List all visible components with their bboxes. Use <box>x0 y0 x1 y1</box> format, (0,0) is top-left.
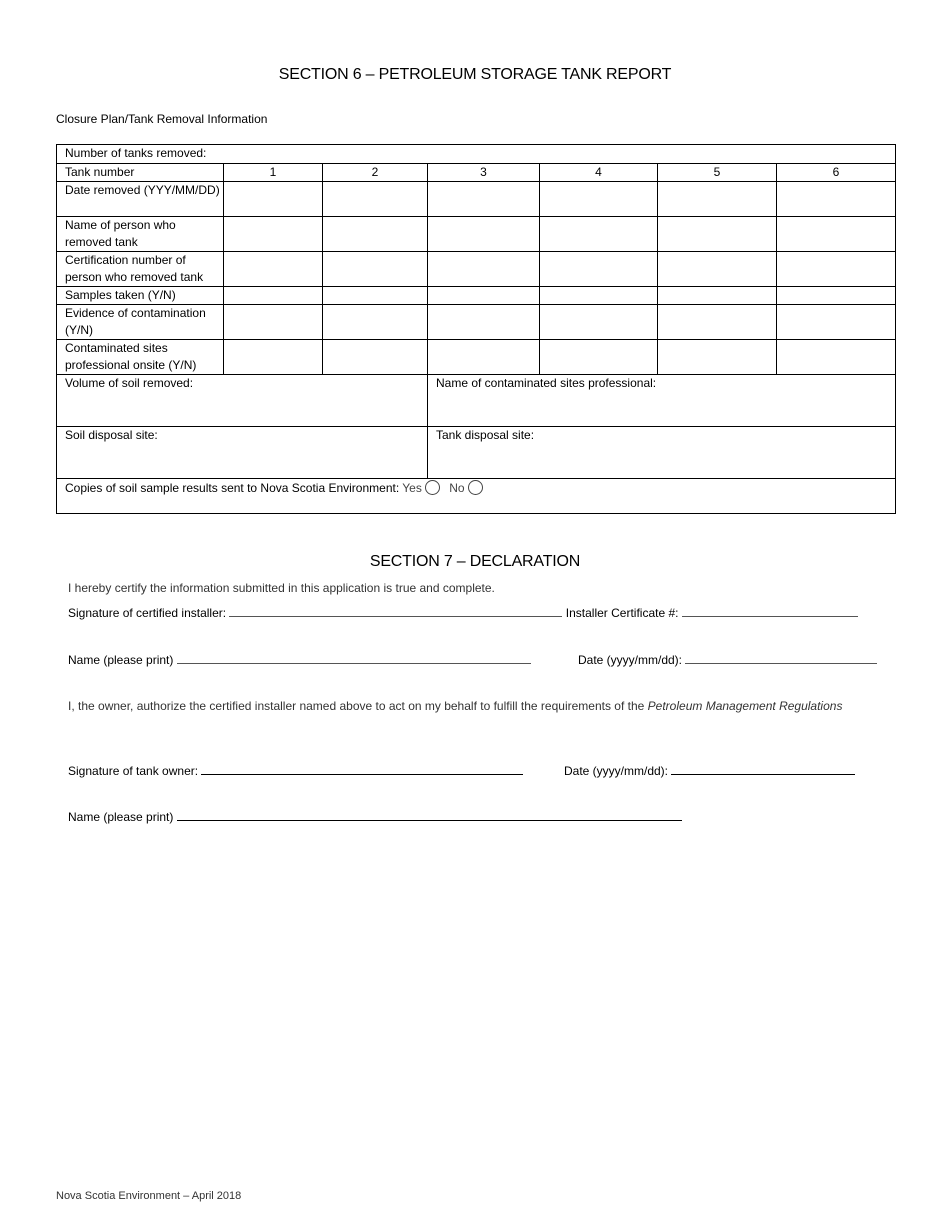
contamination-label: Evidence of contamination (Y/N) <box>57 305 224 340</box>
owner-text-plain: I, the owner, authorize the certified installer named above to act on my behalf to fulfill the requirements of the <box>68 699 645 713</box>
person-name-cell[interactable] <box>428 217 540 252</box>
owner-date-label: Date (yyyy/mm/dd): <box>564 764 669 778</box>
no-label: No <box>449 481 465 495</box>
samples-cell[interactable] <box>777 287 896 305</box>
cert-number-cell[interactable] <box>777 252 896 287</box>
person-name-cell[interactable] <box>658 217 777 252</box>
owner-date-line[interactable] <box>671 763 855 775</box>
professional-name-field[interactable] <box>428 375 896 427</box>
samples-cell[interactable] <box>323 287 428 305</box>
owner-name-line[interactable] <box>177 809 682 821</box>
owner-date-row <box>564 763 855 778</box>
tank-number-5: 5 <box>658 164 777 182</box>
samples-cell[interactable] <box>428 287 540 305</box>
professional-onsite-cell[interactable] <box>777 340 896 375</box>
professional-onsite-cell[interactable] <box>540 340 658 375</box>
contamination-cell[interactable] <box>540 305 658 340</box>
person-name-cell[interactable] <box>323 217 428 252</box>
tank-number-4: 4 <box>540 164 658 182</box>
date-removed-cell[interactable] <box>323 182 428 217</box>
yes-radio[interactable] <box>425 480 440 495</box>
professional-onsite-label: Contaminated sites professional onsite (Y/N) <box>57 340 224 375</box>
cert-number-cell[interactable] <box>428 252 540 287</box>
installer-date-row <box>578 652 877 667</box>
installer-cert-line[interactable] <box>682 605 858 617</box>
date-removed-label: Date removed (YYY/MM/DD) <box>57 182 224 217</box>
soil-disposal-field[interactable] <box>57 427 428 479</box>
cert-number-cell[interactable] <box>224 252 323 287</box>
owner-name-label: Name (please print) <box>68 810 174 824</box>
contamination-cell[interactable] <box>658 305 777 340</box>
owner-signature-row <box>68 763 523 778</box>
no-radio[interactable] <box>468 480 483 495</box>
section6-subtitle: Closure Plan/Tank Removal Information <box>56 112 268 126</box>
cert-number-cell[interactable] <box>658 252 777 287</box>
samples-cell[interactable] <box>224 287 323 305</box>
professional-onsite-cell[interactable] <box>658 340 777 375</box>
yes-label: Yes <box>402 481 422 495</box>
date-removed-cell[interactable] <box>777 182 896 217</box>
soil-results-row <box>57 479 896 514</box>
samples-cell[interactable] <box>540 287 658 305</box>
installer-name-row <box>68 652 531 667</box>
tank-disposal-label: Tank disposal site: <box>436 428 535 442</box>
contamination-cell[interactable] <box>323 305 428 340</box>
date-removed-cell[interactable] <box>540 182 658 217</box>
installer-date-label: Date (yyyy/mm/dd): <box>578 653 683 667</box>
professional-onsite-cell[interactable] <box>224 340 323 375</box>
tank-number-3: 3 <box>428 164 540 182</box>
soil-results-label: Copies of soil sample results sent to Nova Scotia Environment: <box>65 481 400 495</box>
contamination-cell[interactable] <box>224 305 323 340</box>
person-name-cell[interactable] <box>777 217 896 252</box>
installer-cert-label: Installer Certificate #: <box>565 606 679 620</box>
person-name-label: Name of person who removed tank <box>57 217 224 252</box>
person-name-cell[interactable] <box>224 217 323 252</box>
section7-title: SECTION 7 – DECLARATION <box>369 553 581 570</box>
cert-number-cell[interactable] <box>540 252 658 287</box>
tank-disposal-field[interactable] <box>428 427 896 479</box>
contamination-cell[interactable] <box>777 305 896 340</box>
certify-text: I hereby certify the information submitted in this application is true and complete. <box>68 581 495 595</box>
professional-onsite-cell[interactable] <box>323 340 428 375</box>
date-removed-cell[interactable] <box>224 182 323 217</box>
volume-soil-field[interactable] <box>57 375 428 427</box>
installer-signature-label: Signature of certified installer: <box>68 606 227 620</box>
cert-number-cell[interactable] <box>323 252 428 287</box>
person-name-cell[interactable] <box>540 217 658 252</box>
soil-disposal-label: Soil disposal site: <box>65 428 158 442</box>
owner-name-row <box>68 809 682 824</box>
installer-date-line[interactable] <box>685 652 877 664</box>
installer-name-label: Name (please print) <box>68 653 174 667</box>
owner-authorization-text <box>68 698 848 715</box>
samples-label: Samples taken (Y/N) <box>57 287 224 305</box>
volume-soil-label: Volume of soil removed: <box>65 376 194 390</box>
cert-number-label: Certification number of person who removed tank <box>57 252 224 287</box>
section6-title: SECTION 6 – PETROLEUM STORAGE TANK REPORT <box>278 66 672 83</box>
owner-signature-line[interactable] <box>201 763 523 775</box>
date-removed-cell[interactable] <box>428 182 540 217</box>
contamination-cell[interactable] <box>428 305 540 340</box>
tank-number-2: 2 <box>323 164 428 182</box>
tank-number-1: 1 <box>224 164 323 182</box>
tank-number-label: Tank number <box>57 164 224 182</box>
tank-removal-table <box>56 144 896 514</box>
footer-text: Nova Scotia Environment – April 2018 <box>56 1190 242 1202</box>
date-removed-cell[interactable] <box>658 182 777 217</box>
tanks-removed-label[interactable]: Number of tanks removed: <box>57 145 896 164</box>
samples-cell[interactable] <box>658 287 777 305</box>
regulations-name: Petroleum Management Regulations <box>647 699 843 713</box>
professional-name-label: Name of contaminated sites professional: <box>436 376 657 390</box>
installer-signature-line[interactable] <box>229 605 562 617</box>
owner-signature-label: Signature of tank owner: <box>68 764 199 778</box>
installer-name-line[interactable] <box>177 652 531 664</box>
installer-signature-row <box>68 605 858 620</box>
professional-onsite-cell[interactable] <box>428 340 540 375</box>
tank-number-6: 6 <box>777 164 896 182</box>
